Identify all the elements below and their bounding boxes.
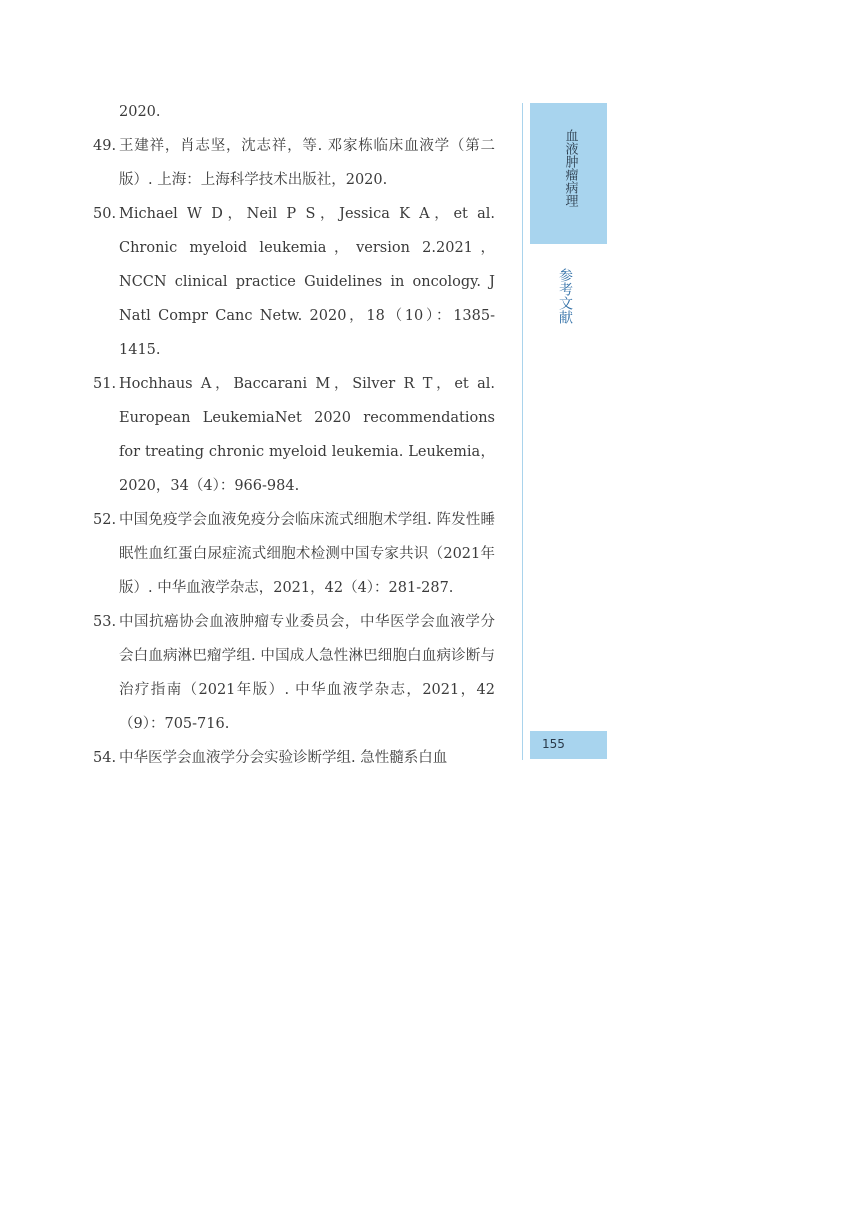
reference-item-50: [93, 197, 495, 367]
reference-number: 53.: [93, 614, 117, 630]
section-label: 参考文献: [557, 268, 573, 324]
page-number: 155: [542, 737, 565, 751]
reference-item-48-continued: [93, 95, 495, 129]
reference-item-49: [93, 129, 495, 197]
reference-item-54: [93, 741, 495, 775]
reference-number: 51.: [93, 376, 117, 392]
reference-text: Hochhaus A，Baccarani M，Silver R T，et al. European LeukemiaNet 2020 recommendations for treating chronic myeloid leukemia. Leukemia，2020，34（4）：966-984.: [119, 376, 495, 494]
chapter-tab: [530, 103, 607, 244]
margin-divider: [522, 103, 523, 760]
reference-item-52: [93, 503, 495, 605]
reference-text: 王建祥，肖志坚，沈志祥，等. 邓家栋临床血液学（第二版）. 上海：上海科学技术出版社，2020.: [119, 138, 495, 188]
reference-number: 49.: [93, 138, 117, 154]
reference-text: 中华医学会血液学分会实验诊断学组. 急性髓系白血: [119, 750, 448, 766]
reference-item-53: [93, 605, 495, 741]
reference-number: 50.: [93, 206, 117, 222]
page-number-box: [530, 731, 607, 759]
reference-text: 2020.: [119, 104, 161, 120]
chapter-title: 血液肿瘤病理: [562, 129, 578, 207]
reference-item-51: [93, 367, 495, 503]
reference-text: Michael W D，Neil P S，Jessica K A，et al. Chronic myeloid leukemia，version 2.2021，NCCN clinical practice Guidelines in oncology. J Natl Compr Canc Netw. 2020，18（10）：1385-1415.: [119, 206, 495, 358]
reference-text: 中国免疫学会血液免疫分会临床流式细胞术学组. 阵发性睡眠性血红蛋白尿症流式细胞术检测中国专家共识（2021年版）. 中华血液学杂志，2021，42（4）：281-287.: [119, 512, 495, 596]
reference-list: [93, 95, 495, 775]
reference-text: 中国抗癌协会血液肿瘤专业委员会，中华医学会血液学分会白血病淋巴瘤学组. 中国成人急性淋巴细胞白血病诊断与治疗指南（2021年版）. 中华血液学杂志，2021，42（9）：705-716.: [119, 614, 495, 732]
reference-number: 54.: [93, 750, 117, 766]
reference-number: 52.: [93, 512, 117, 528]
